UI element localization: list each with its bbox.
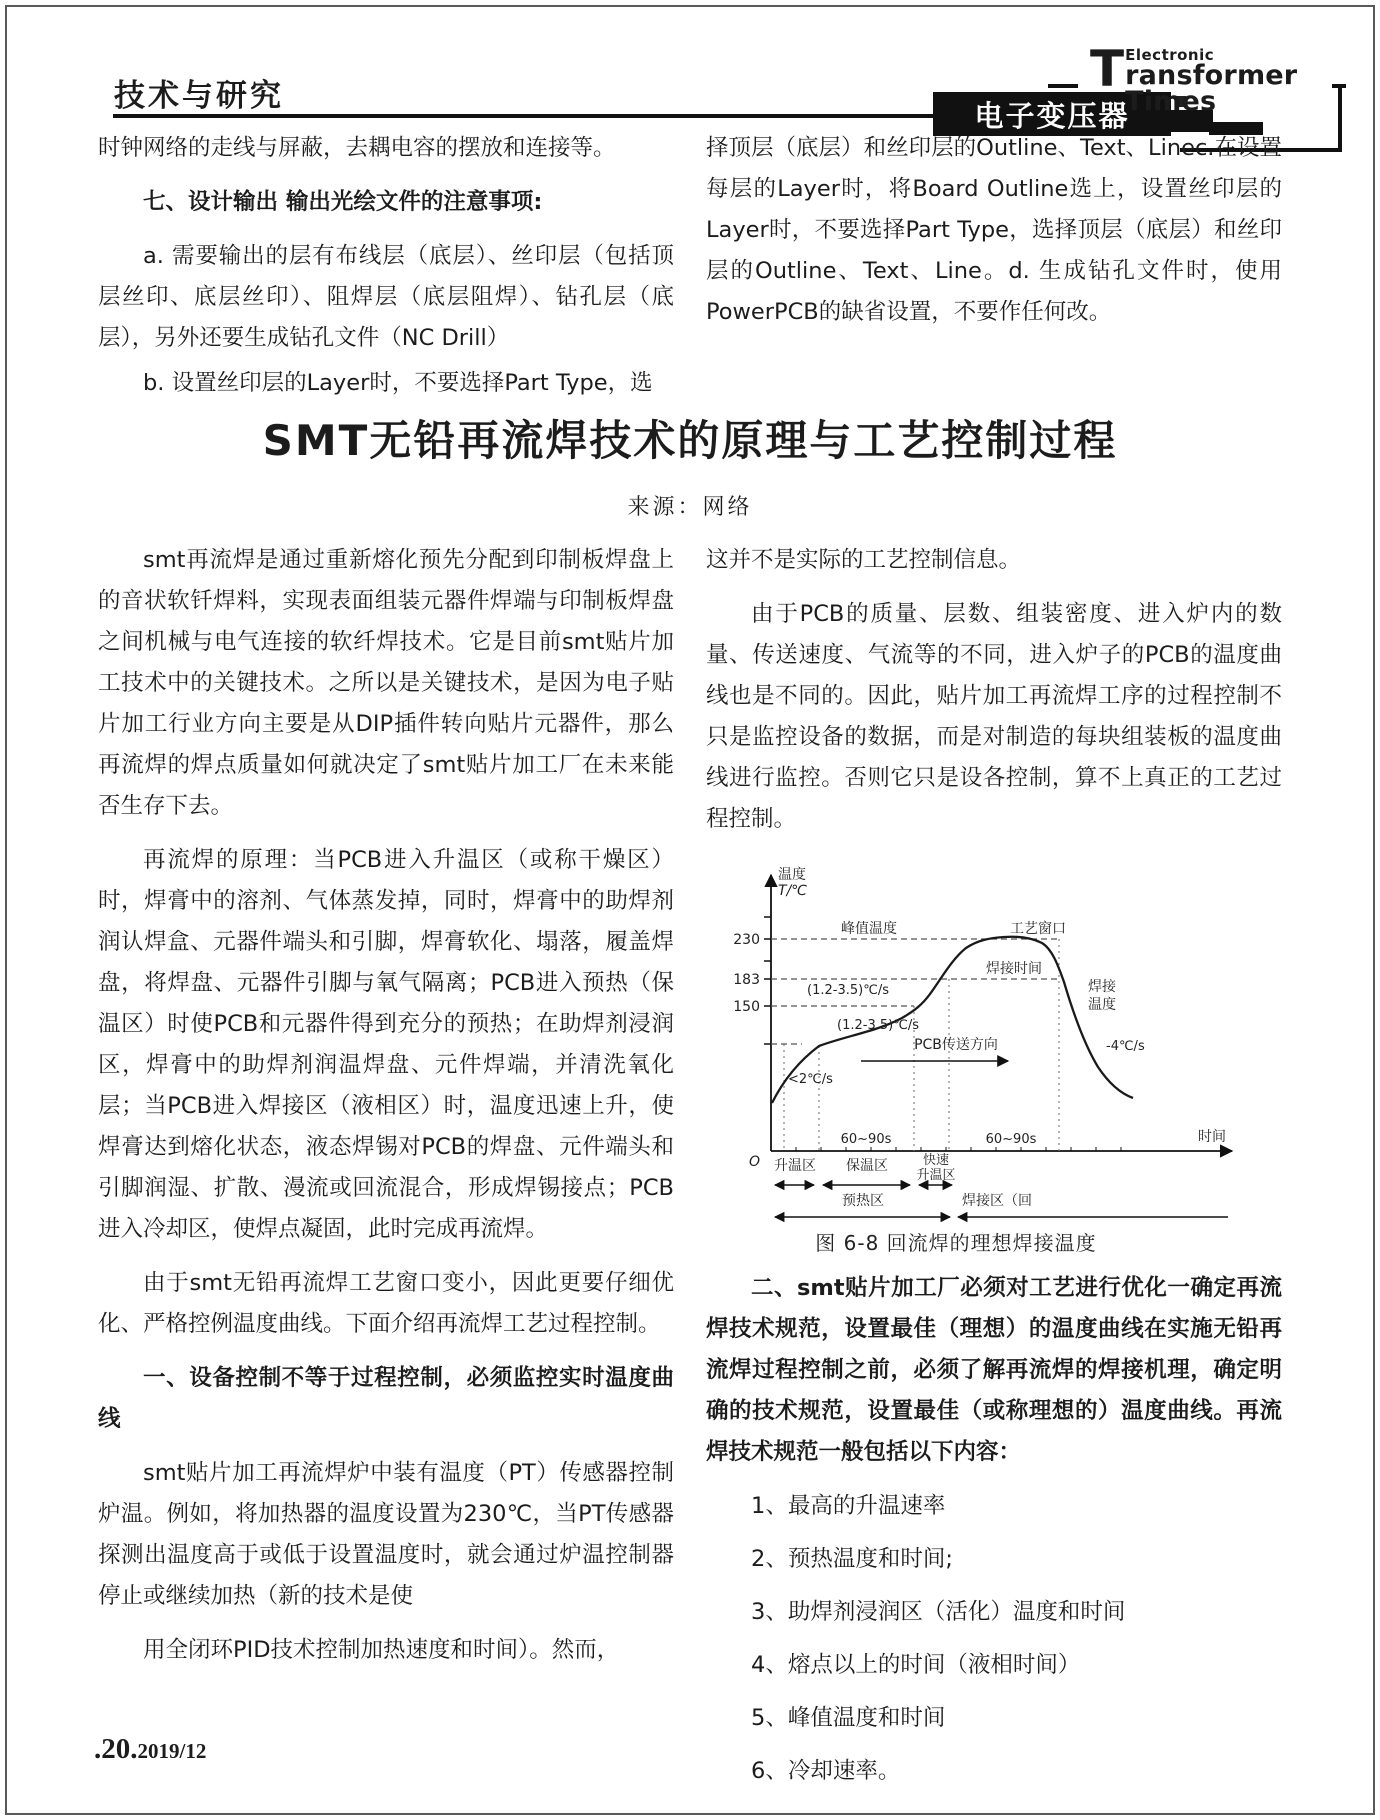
solder-temp-label-2: 温度 xyxy=(1088,997,1116,1013)
article-source: 来源：网络 xyxy=(627,495,753,520)
list-item-5: 5、峰值温度和时间 xyxy=(751,1705,946,1731)
zone-ramp-label: 升温区 xyxy=(774,1158,816,1174)
figure-caption: 图 6-8 回流焊的理想焊接温度 xyxy=(815,1231,1097,1255)
header-rule xyxy=(113,114,1009,118)
logo-line-big: ransformer Times xyxy=(1125,60,1298,117)
origin-label: O xyxy=(748,1154,760,1170)
top-left-column xyxy=(98,128,674,417)
paragraph: 这并不是实际的工艺控制信息。 xyxy=(706,547,1022,573)
pcb-direction-label: PCB传送方向 xyxy=(914,1037,998,1053)
zone-fast-ramp-label-2: 升温区 xyxy=(916,1168,956,1183)
x-axis-label: 时间 xyxy=(1198,1129,1226,1145)
zone-fast-ramp-label-1: 快速 xyxy=(922,1153,950,1168)
list-item-4: 4、熔点以上的时间（液相时间） xyxy=(751,1652,1081,1678)
paragraph: 由于smt无铅再流焊工艺窗口变小，因此更要仔细优化、严格控例温度曲线。下面介绍再流焊工艺过程控制。 xyxy=(98,1270,674,1337)
ramp-rate-fast-label: (1.2-3.5)℃/s xyxy=(807,983,889,998)
solder-duration-label: 60~90s xyxy=(985,1132,1037,1147)
logo-initial: T xyxy=(1090,40,1125,98)
article-right-column xyxy=(706,540,1282,1804)
reflow-profile-chart xyxy=(656,853,1246,1225)
page-number: .20. xyxy=(94,1733,138,1765)
soak-duration-label: 60~90s xyxy=(840,1132,892,1147)
section-heading-1: 一、设备控制不等于过程控制，必须监控实时温度曲线 xyxy=(98,1365,674,1432)
paragraph: a. 需要输出的层有布线层（底层）、丝印层（包括顶层丝印、底层丝印）、阻焊层（底层阻焊）、钻孔层（底层），另外还要生成钻孔文件（NC Drill） xyxy=(98,243,674,351)
zone-solder-label: 焊接区（回 xyxy=(962,1193,1032,1209)
list-item-6: 6、冷却速率。 xyxy=(751,1758,901,1784)
sub-heading: 七、设计输出 输出光绘文件的注意事项: xyxy=(143,189,543,215)
y-tick-230: 230 xyxy=(733,932,760,948)
top-section xyxy=(0,128,1380,417)
list-item-1: 1、最高的升温速率 xyxy=(751,1493,946,1519)
article-body xyxy=(0,540,1380,1804)
process-window-label: 工艺窗口 xyxy=(1010,921,1066,937)
zone-soak-label: 保温区 xyxy=(846,1158,888,1174)
cooling-rate-label: -4℃/s xyxy=(1106,1039,1145,1054)
logo-dash-left xyxy=(1048,84,1078,88)
solder-temp-label-1: 焊接 xyxy=(1088,979,1116,995)
y-tick-150: 150 xyxy=(733,999,760,1015)
figure-6-8 xyxy=(656,853,1256,1256)
paragraph: 择顶层（底层）和丝印层的Outline、Text、Linec.在设置每层的Layer时，将Board Outline选上，设置丝印层的Layer时，不要选择Part Type，选择顶层（底层）和丝印层的Outline、Text、Line。d. 生成钻孔文件时，使用PowerPCB的缺省设置，不要作任何改。 xyxy=(706,135,1282,325)
peak-temp-label: 峰值温度 xyxy=(841,921,897,937)
brand-box-label: 电子变压器 xyxy=(974,98,1130,133)
top-right-column xyxy=(706,128,1282,417)
ramp-rate-soak-label: (1.2-3.5)℃/s xyxy=(837,1018,919,1033)
paragraph: smt贴片加工再流焊炉中装有温度（PT）传感器控制炉温。例如，将加热器的温度设置为230℃，当PT传感器探测出温度高于或低于设置温度时，就会通过炉温控制器停止或继续加热（新的技术是使 xyxy=(98,1460,674,1609)
list-item-2: 2、预热温度和时间; xyxy=(751,1546,953,1572)
paragraph: 用全闭环PID技术控制加热速度和时间）。然而， xyxy=(143,1637,620,1663)
ramp-rate-initial-label: <2℃/s xyxy=(788,1072,833,1087)
zone-preheat-label: 预热区 xyxy=(842,1193,884,1209)
list-item-3: 3、助焊剂浸润区（活化）温度和时间 xyxy=(751,1599,1126,1625)
issue-date: 2019/12 xyxy=(137,1739,207,1763)
paragraph: b. 设置丝印层的Layer时，不要选择Part Type，选 xyxy=(143,370,653,396)
page-footer xyxy=(94,1733,206,1766)
paragraph: 时钟网络的走线与屏蔽，去耦电容的摆放和连接等。 xyxy=(98,135,616,161)
section-title: 技术与研究 xyxy=(114,78,284,114)
y-axis-unit: T/℃ xyxy=(778,883,807,899)
paragraph: 再流焊的原理：当PCB进入升温区（或称干燥区）时，焊膏中的溶剂、气体蒸发掉，同时，焊膏中的助焊剂润认焊盒、元器件端头和引脚，焊膏软化、塌落，履盖焊盘，将焊盘、元器件引脚与氧气隔离；PCB进入预热（保温区）时使PCB和元器件得到充分的预热；在助焊剂浸润区，焊膏中的助焊剂润温焊盘、元件焊端，并清洗氧化层；当PCB进入焊接区（液相区）时，温度迅速上升，使焊膏达到熔化状态，液态焊锡对PCB的焊盘、元件端头和引脚润湿、扩散、漫流或回流混合，形成焊锡接点；PCB进入冷却区，使焊点凝固，此时完成再流焊。 xyxy=(98,847,674,1242)
article-left-column xyxy=(98,540,674,1804)
logo-line-small: Electronic xyxy=(1125,46,1215,64)
paragraph: 由于PCB的质量、层数、组装密度、进入炉内的数量、传送速度、气流等的不同，进入炉子的PCB的温度曲线也是不同的。因此，贴片加工再流焊工序的过程控制不只是监控设备的数据，而是对制造的每块组装板的温度曲线进行监控。否则它只是设各控制，算不上真正的工艺过程控制。 xyxy=(706,601,1282,832)
y-tick-183: 183 xyxy=(733,972,760,988)
article-title-block xyxy=(0,408,1380,521)
y-axis-label: 温度 xyxy=(778,867,806,883)
section-heading-2: 二、smt贴片加工厂必须对工艺进行优化一确定再流焊技术规范，设置最佳（理想）的温度曲线在实施无铅再流焊过程控制之前，必须了解再流焊的焊接机理，确定明确的技术规范，设置最佳（或称理想的）温度曲线。再流焊技术规范一般包括以下内容： xyxy=(706,1275,1282,1465)
solder-time-label: 焊接时间 xyxy=(986,961,1042,977)
paragraph: smt再流焊是通过重新熔化预先分配到印制板焊盘上的音状软钎焊料，实现表面组装元器件焊端与印制板焊盘之间机械与电气连接的软纤焊技术。它是目前smt贴片加工技术中的关键技术。之所以是关键技术，是因为电子贴片加工行业方向主要是从DIP插件转向贴片元器件，那么再流焊的焊点质量如何就决定了smt贴片加工厂在未来能否生存下去。 xyxy=(98,547,674,819)
article-title: SMT无铅再流焊技术的原理与工艺控制过程 xyxy=(262,416,1118,465)
